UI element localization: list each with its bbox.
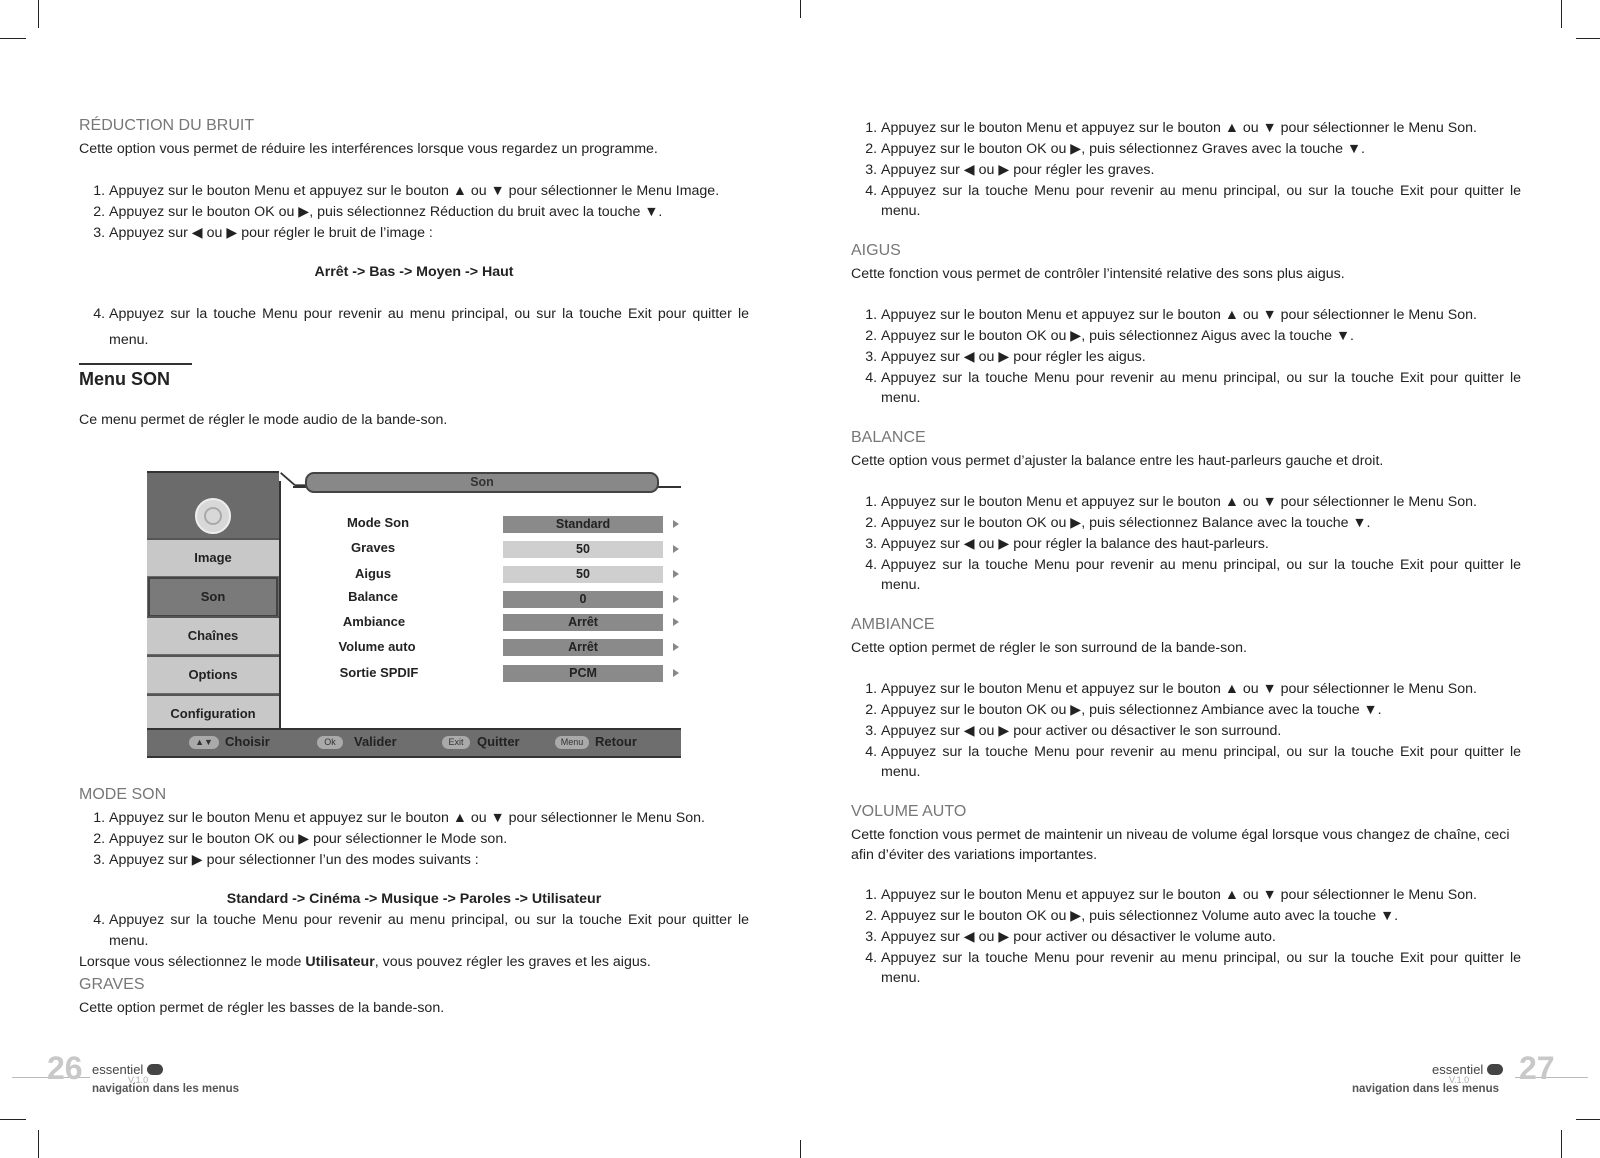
arrow-right-icon[interactable] <box>673 643 679 651</box>
list-item: 2. Appuyez sur le bouton OK ou ▶, puis sélectionnez Balance avec la touche ▼. <box>881 513 1521 534</box>
setting-value[interactable]: Standard <box>503 516 663 533</box>
list-item: 2. Appuyez sur le bouton OK ou ▶, puis sélectionnez Réduction du bruit avec la touche ▼. <box>109 202 749 223</box>
list-item: 1. Appuyez sur le bouton Menu et appuyez sur le bouton ▲ ou ▼ pour sélectionner le Menu Son. <box>881 885 1521 906</box>
setting-label: Ambiance <box>342 614 406 629</box>
list-item: 4. Appuyez sur la touche Menu pour revenir au menu principal, ou sur la touche Exit pour quitter le menu. <box>109 910 749 952</box>
note-prefix: Lorsque vous sélectionnez le mode <box>79 954 306 970</box>
list-item: 4. Appuyez sur la touche Menu pour revenir au menu principal, ou sur la touche Exit pour quitter le menu. <box>881 742 1521 782</box>
list-item: 3. Appuyez sur ◀ ou ▶ pour régler la balance des haut-parleurs. <box>881 534 1521 555</box>
arrow-right-icon[interactable] <box>673 618 679 626</box>
crop-mark <box>800 0 801 18</box>
list-item: 3. Appuyez sur ◀ ou ▶ pour activer ou désactiver le volume auto. <box>881 927 1521 948</box>
sidebar-item-chaines[interactable]: Chaînes <box>147 616 279 654</box>
list-item: 1. Appuyez sur le bouton Menu et appuyez sur le bouton ▲ ou ▼ pour sélectionner le Menu Son. <box>881 492 1521 513</box>
setting-value[interactable]: Arrêt <box>503 639 663 656</box>
right-page <box>851 118 1521 988</box>
mode-note <box>79 952 749 973</box>
list-item: 4. Appuyez sur la touche Menu pour revenir au menu principal, ou sur la touche Exit pour quitter le menu. <box>881 368 1521 408</box>
setting-label: Volume auto <box>338 639 416 654</box>
section-intro: Cette option permet de régler le son surround de la bande-son. <box>851 640 1247 656</box>
section-intro: Cette option permet de régler les basses de la bande-son. <box>79 1000 445 1016</box>
page-number: 27 <box>1519 1050 1555 1086</box>
setting-value[interactable]: PCM <box>503 665 663 682</box>
steps-list <box>79 910 749 952</box>
setting-label: Mode Son <box>346 515 410 530</box>
list-item: 3. Appuyez sur ▶ pour sélectionner l’un des modes suivants : <box>109 850 749 871</box>
crop-mark <box>0 38 26 39</box>
list-item: 4. Appuyez sur la touche Menu pour revenir au menu principal, ou sur la touche Exit pour quitter le menu. <box>881 555 1521 595</box>
note-suffix: , vous pouvez régler les graves et les aigus. <box>374 954 651 970</box>
steps-list <box>79 181 749 244</box>
steps-list <box>851 492 1521 595</box>
steps-list <box>851 679 1521 782</box>
steps-list <box>79 301 749 353</box>
sequence-text: Arrêt -> Bas -> Moyen -> Haut <box>314 264 514 280</box>
section-title: VOLUME AUTO <box>851 803 967 820</box>
section-title: BALANCE <box>851 429 926 446</box>
crop-mark <box>38 1130 39 1158</box>
section-intro: Cette option vous permet d’ajuster la balance entre les haut-parleurs gauche et droit. <box>851 453 1384 469</box>
left-page-lower <box>79 785 749 1019</box>
version-label: V.1.0 <box>128 1075 149 1085</box>
sidebar-item-options[interactable]: Options <box>147 655 279 693</box>
list-item: 4. Appuyez sur la touche Menu pour revenir au menu principal, ou sur la touche Exit pour quitter le menu. <box>881 181 1521 221</box>
section-intro: Ce menu permet de régler le mode audio de la bande-son. <box>79 412 448 428</box>
list-item: 4. Appuyez sur la touche Menu pour revenir au menu principal, ou sur la touche Exit pour quitter le menu. <box>109 301 749 353</box>
crop-mark <box>1561 0 1562 28</box>
crop-mark <box>0 1119 26 1120</box>
setting-value[interactable]: 50 <box>503 566 663 583</box>
list-item: 3. Appuyez sur ◀ ou ▶ pour activer ou désactiver le son surround. <box>881 721 1521 742</box>
crop-mark <box>800 1140 801 1158</box>
menu-footer-bar <box>147 728 681 758</box>
updown-button-icon: ▲▼ <box>189 736 219 749</box>
setting-label: Aigus <box>354 566 392 581</box>
sidebar-item-son[interactable]: Son <box>148 577 278 617</box>
crop-mark <box>1576 1119 1600 1120</box>
setting-label: Graves <box>350 540 396 555</box>
arrow-right-icon[interactable] <box>673 545 679 553</box>
left-page <box>79 116 749 431</box>
footer-section-label: navigation dans les menus <box>92 1083 239 1095</box>
menu-button-icon: Menu <box>555 736 589 749</box>
sidebar-divider <box>279 481 281 729</box>
brand-mark-icon <box>1487 1064 1503 1075</box>
brand-name: essentiel <box>92 1062 144 1077</box>
setting-label: Balance <box>348 589 398 604</box>
list-item: 3. Appuyez sur ◀ ou ▶ pour régler le bruit de l’image : <box>109 223 749 244</box>
list-item: 1. Appuyez sur le bouton Menu et appuyez sur le bouton ▲ ou ▼ pour sélectionner le Menu Image. <box>109 181 749 202</box>
section-intro: Cette fonction vous permet de maintenir un niveau de volume égal lorsque vous changez de chaîne, ceci afin d’éviter des variations importantes. <box>851 827 1510 863</box>
footer-section-label: navigation dans les menus <box>1352 1083 1499 1095</box>
list-item: 2. Appuyez sur le bouton OK ou ▶, puis sélectionnez Aigus avec la touche ▼. <box>881 326 1521 347</box>
arrow-right-icon[interactable] <box>673 520 679 528</box>
crop-mark <box>38 0 39 28</box>
list-item: 4. Appuyez sur la touche Menu pour revenir au menu principal, ou sur la touche Exit pour quitter le menu. <box>881 948 1521 988</box>
section-intro: Cette fonction vous permet de contrôler l’intensité relative des sons plus aigus. <box>851 266 1345 282</box>
steps-list <box>851 305 1521 408</box>
setting-label: Sortie SPDIF <box>339 665 419 680</box>
page-number: 26 <box>47 1050 83 1086</box>
list-item: 3. Appuyez sur ◀ ou ▶ pour régler les graves. <box>881 160 1521 181</box>
setting-value[interactable]: 50 <box>503 541 663 558</box>
logo-icon <box>195 498 231 534</box>
list-item: 3. Appuyez sur ◀ ou ▶ pour régler les aigus. <box>881 347 1521 368</box>
list-item: 1. Appuyez sur le bouton Menu et appuyez sur le bouton ▲ ou ▼ pour sélectionner le Menu Son. <box>109 808 749 829</box>
section-title: GRAVES <box>79 976 145 993</box>
arrow-right-icon[interactable] <box>673 595 679 603</box>
steps-list <box>851 118 1521 221</box>
brand-name: essentiel <box>1432 1062 1484 1077</box>
section-title: AIGUS <box>851 242 901 259</box>
version-label: V.1.0 <box>1449 1075 1470 1085</box>
footer-label: Valider <box>354 734 397 749</box>
section-title: RÉDUCTION DU BRUIT <box>79 117 255 134</box>
list-item: 2. Appuyez sur le bouton OK ou ▶ pour sélectionner le Mode son. <box>109 829 749 850</box>
list-item: 1. Appuyez sur le bouton Menu et appuyez sur le bouton ▲ ou ▼ pour sélectionner le Menu Son. <box>881 305 1521 326</box>
section-title: AMBIANCE <box>851 616 935 633</box>
setting-value[interactable]: Arrêt <box>503 614 663 631</box>
list-item: 2. Appuyez sur le bouton OK ou ▶, puis sélectionnez Volume auto avec la touche ▼. <box>881 906 1521 927</box>
list-item: 1. Appuyez sur le bouton Menu et appuyez sur le bouton ▲ ou ▼ pour sélectionner le Menu Son. <box>881 679 1521 700</box>
crop-mark <box>1576 38 1600 39</box>
section-intro: Cette option vous permet de réduire les interférences lorsque vous regardez un programme. <box>79 141 658 157</box>
list-item: 2. Appuyez sur le bouton OK ou ▶, puis sélectionnez Graves avec la touche ▼. <box>881 139 1521 160</box>
sidebar-item-configuration[interactable]: Configuration <box>147 694 279 732</box>
section-title: MODE SON <box>79 786 167 803</box>
page-heading: Menu SON <box>79 369 171 389</box>
list-item: 2. Appuyez sur le bouton OK ou ▶, puis sélectionnez Ambiance avec la touche ▼. <box>881 700 1521 721</box>
menu-header: Son <box>305 472 659 493</box>
footer-label: Quitter <box>477 734 520 749</box>
footer-label: Retour <box>595 734 637 749</box>
list-item: 1. Appuyez sur le bouton Menu et appuyez sur le bouton ▲ ou ▼ pour sélectionner le Menu Son. <box>881 118 1521 139</box>
arrow-right-icon[interactable] <box>673 669 679 677</box>
sidebar-item-image[interactable]: Image <box>147 538 279 576</box>
crop-mark <box>1561 1130 1562 1158</box>
steps-list <box>79 808 749 871</box>
setting-value[interactable]: 0 <box>503 591 663 608</box>
steps-list <box>851 885 1521 988</box>
exit-button-icon: Exit <box>442 736 470 749</box>
sequence-text: Standard -> Cinéma -> Musique -> Paroles -> Utilisateur <box>226 891 602 907</box>
arrow-right-icon[interactable] <box>673 570 679 578</box>
ok-button-icon: Ok <box>317 736 343 749</box>
brand-mark-icon <box>147 1064 163 1075</box>
note-bold: Utilisateur <box>305 954 375 970</box>
tv-menu-illustration <box>147 471 681 773</box>
footer-label: Choisir <box>225 734 270 749</box>
